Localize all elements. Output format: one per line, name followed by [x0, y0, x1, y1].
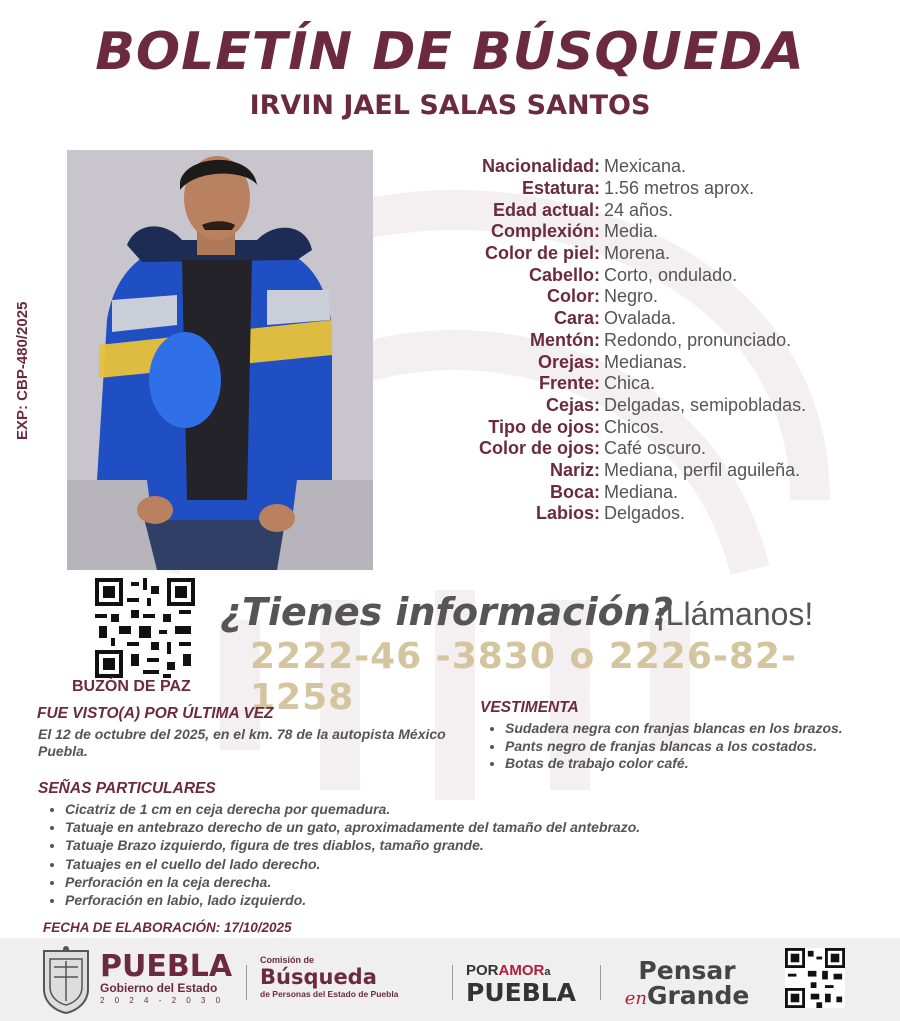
feature-menton: [410, 330, 890, 352]
feature-label: Cara:: [553, 308, 600, 329]
feature-value: Delgadas, semipobladas.: [604, 394, 807, 415]
clothing-heading: VESTIMENTA: [480, 699, 579, 716]
feature-label: Complexión:: [490, 221, 600, 242]
feature-tipo-ojos: [410, 416, 890, 438]
footer-divider: [600, 965, 601, 1000]
comision-busqueda-logo: [260, 955, 440, 999]
feature-value: Media.: [604, 221, 659, 242]
feature-label: Edad actual:: [492, 199, 600, 220]
feature-value: Café oscuro.: [604, 438, 707, 459]
feature-boca: [410, 481, 890, 503]
feature-label: Color de piel:: [484, 243, 600, 264]
puebla-wordmark: PUEBLA: [100, 949, 233, 984]
clothing-item: • Pants negro de franjas blancas a los costados.: [505, 738, 900, 756]
mark-item: • Tatuajes en el cuello del lado derecho.: [65, 855, 885, 873]
feature-value: 24 años.: [604, 199, 674, 220]
feature-value: Mexicana.: [604, 156, 687, 177]
feature-value: Redondo, pronunciado.: [604, 329, 792, 350]
mark-item: • Perforación en labio, lado izquierdo.: [65, 891, 885, 909]
feature-value: Morena.: [604, 243, 671, 264]
marks-heading: SEÑAS PARTICULARES: [38, 780, 216, 797]
feature-complexion: [410, 221, 890, 243]
comision-text: Comisión de: [260, 955, 315, 965]
feature-label: Cejas:: [545, 394, 600, 415]
mark-item: • Tatuaje en antebrazo derecho de un gato, aproximadamente del tamaño del antebrazo.: [65, 818, 885, 836]
feature-label: Color de ojos:: [479, 438, 600, 459]
feature-value: Medianas.: [604, 351, 688, 372]
phone-numbers[interactable]: 2222-46 -3830 o 2226-82-1258: [250, 636, 797, 718]
feature-label: Nacionalidad:: [481, 156, 600, 177]
feature-value: Chicos.: [604, 416, 665, 437]
feature-value: Mediana, perfil aguileña.: [604, 459, 801, 480]
mark-item: • Perforación en la ceja derecha.: [65, 873, 885, 891]
bulletin-title: BOLETÍN DE BÚSQUEDA: [95, 22, 805, 82]
feature-label: Estatura:: [521, 178, 600, 199]
feature-nariz: [410, 460, 890, 482]
feature-label: Color:: [547, 286, 600, 307]
feature-cejas: [410, 395, 890, 417]
feature-cabello: [410, 264, 890, 286]
feature-value: Corto, ondulado.: [604, 264, 738, 285]
feature-label: Nariz:: [549, 459, 600, 480]
feature-label: Orejas:: [537, 351, 600, 372]
feature-label: Labios:: [535, 503, 600, 524]
feature-cara: [410, 308, 890, 330]
feature-label: Cabello:: [528, 264, 600, 285]
qr-code-buzon[interactable]: [95, 578, 195, 678]
info-question: ¿Tienes información?: [220, 590, 673, 634]
clothing-item: • Sudadera negra con franjas blancas en los brazos.: [505, 720, 900, 738]
case-number: EXP: CBP-480/2025: [14, 301, 31, 440]
en-text: en: [624, 988, 647, 1009]
feature-label: Frente:: [538, 373, 600, 394]
feature-edad: [410, 199, 890, 221]
mark-item: • Cicatriz de 1 cm en ceja derecha por quemadura.: [65, 800, 885, 818]
por-text: POR: [466, 962, 499, 979]
feature-color: [410, 286, 890, 308]
feature-color-ojos: [410, 438, 890, 460]
feature-frente: [410, 373, 890, 395]
years-text: 2 0 2 4 - 2 0 3 0: [100, 996, 225, 1005]
creation-date: FECHA DE ELABORACIÓN: 17/10/2025: [43, 920, 292, 935]
physical-features: [410, 156, 890, 525]
feature-label: Tipo de ojos:: [488, 416, 600, 437]
buzon-de-paz-label: BUZÓN DE PAZ: [72, 678, 191, 695]
feature-value: Delgados.: [604, 503, 686, 524]
mark-item: • Tatuaje Brazo izquierdo, figura de tres diablos, tamaño grande.: [65, 836, 885, 854]
feature-label: Boca:: [549, 481, 600, 502]
clothing-item: • Botas de trabajo color café.: [505, 755, 900, 773]
clothing-list: [485, 720, 900, 773]
feature-value: Negro.: [604, 286, 659, 307]
person-name: IRVIN JAEL SALAS SANTOS: [249, 90, 651, 121]
amor-text: AMOR: [498, 962, 545, 979]
puebla-text: PUEBLA: [466, 978, 577, 1007]
footer-divider: [246, 965, 247, 1000]
footer-divider: [452, 965, 453, 1000]
gobierno-text: Gobierno del Estado: [100, 981, 218, 995]
por-amor-puebla-logo: [466, 963, 591, 1005]
last-seen-text: El 12 de octubre del 2025, en el km. 78 de la autopista México Puebla.: [38, 726, 446, 759]
feature-value: Mediana.: [604, 481, 679, 502]
personas-text: de Personas del Estado de Puebla: [260, 989, 399, 999]
distinguishing-marks-list: [45, 800, 885, 909]
coat-of-arms-icon: [40, 945, 92, 1015]
call-us-text: ¡Llámanos!: [655, 596, 814, 632]
person-photo: [67, 150, 373, 570]
feature-label: Mentón:: [530, 329, 600, 350]
feature-nacionalidad: [410, 156, 890, 178]
feature-orejas: [410, 351, 890, 373]
pensar-en-grande-logo: [612, 958, 762, 1011]
feature-labios: [410, 503, 890, 525]
last-seen-heading: FUE VISTO(A) POR ÚLTIMA VEZ: [37, 705, 274, 722]
feature-estatura: [410, 178, 890, 200]
grande-text: Grande: [646, 981, 750, 1010]
feature-value: Chica.: [604, 373, 656, 394]
footer-qr-code[interactable]: [785, 948, 845, 1008]
feature-value: 1.56 metros aprox.: [604, 178, 755, 199]
a-text: a: [544, 966, 551, 978]
puebla-government-logo: [100, 949, 233, 1006]
pensar-text: Pensar: [638, 956, 736, 985]
busqueda-wordmark: Búsqueda: [260, 965, 377, 989]
feature-color-piel: [410, 243, 890, 265]
feature-value: Ovalada.: [604, 308, 677, 329]
